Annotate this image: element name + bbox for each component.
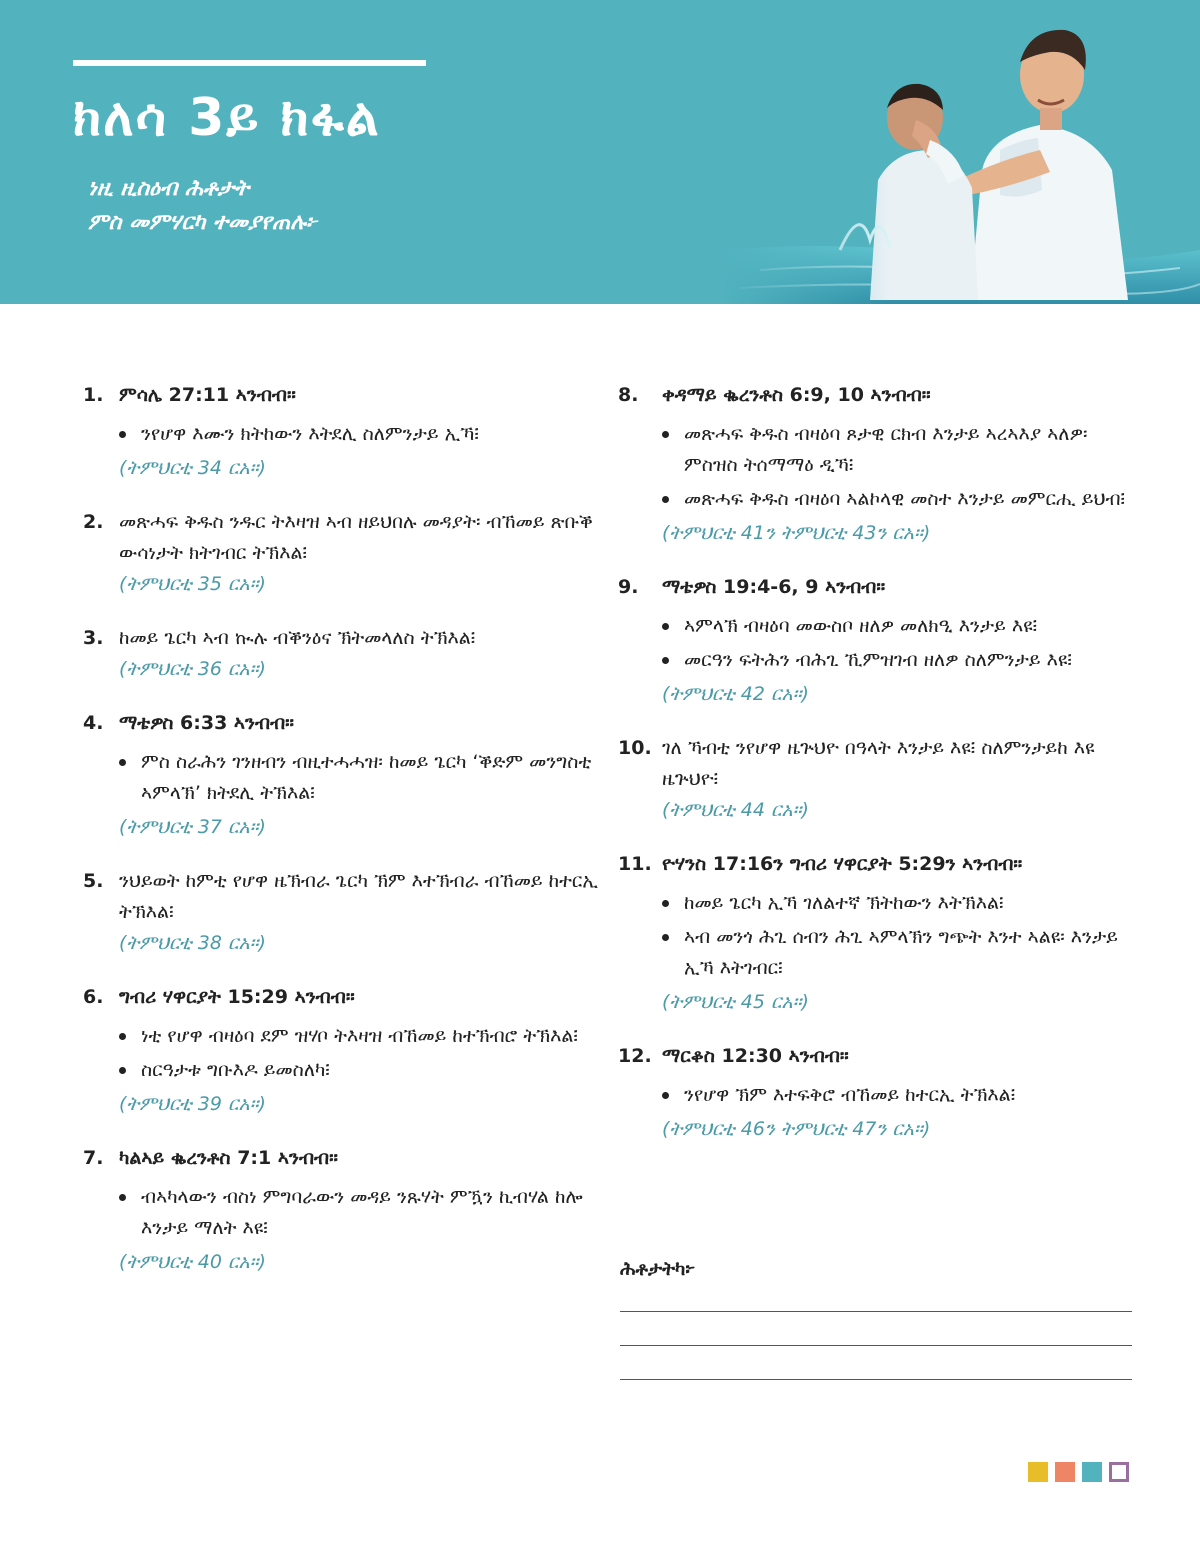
question-text: መጽሓፍ ቅዱስ ንዱር ትእዛዝ ኣብ ዘይህበሉ መዳያት፡ ብኸመይ ጽቡቕ ውሳነታት ክትገብር ትኽእል፧ <box>119 511 593 564</box>
question-number: 5. <box>83 870 104 892</box>
bullet-item: ንየሆዋ እሙን ክትከውን እትደሊ ስለምንታይ ኢኻ፧ <box>119 419 603 450</box>
header-rule <box>73 60 426 66</box>
question-item <box>618 733 1138 825</box>
question-number: 3. <box>83 627 104 649</box>
subtitle-line-1: ነዚ ዚስዕብ ሕቶታት <box>88 176 249 201</box>
question-item <box>83 708 603 842</box>
yellow-square <box>1028 1462 1048 1482</box>
subtitle <box>88 172 318 240</box>
question-item <box>618 380 1138 548</box>
bullet-item: ከመይ ጌርካ ኢኻ ገለልተኛ ኽትከውን እትኽእል፧ <box>662 888 1138 919</box>
subtitle-line-2: ምስ መምሃርካ ተመያየጠሉ፦ <box>88 210 318 235</box>
bullet-list <box>119 747 603 809</box>
question-text: ምሳሌ 27:11 ኣንብብ። <box>119 384 296 406</box>
question-item <box>618 1041 1138 1144</box>
bullet-list <box>119 1182 603 1244</box>
question-text: ካልኣይ ቈረንቶስ 7:1 ኣንብብ። <box>119 1147 338 1169</box>
question-text: ማርቆስ 12:30 ኣንብብ። <box>662 1045 849 1067</box>
baptism-illustration <box>720 0 1200 304</box>
bullet-item: ንየሆዋ ኽም እተፍቅሮ ብኸመይ ከተርኢ ትኽእል፧ <box>662 1080 1138 1111</box>
question-number: 1. <box>83 384 104 406</box>
lesson-reference: (ትምህርቲ 42 ርአ።) <box>662 683 809 705</box>
lesson-reference: (ትምህርቲ 37 ርአ።) <box>119 816 266 838</box>
bullet-list <box>662 1080 1138 1111</box>
question-item <box>83 982 603 1119</box>
question-item <box>618 849 1138 1017</box>
question-number: 6. <box>83 986 104 1008</box>
question-item <box>83 507 603 599</box>
question-item <box>83 866 603 958</box>
right-column <box>618 380 1138 1168</box>
bullet-item: ኣምላኽ ብዛዕባ መውስቦ ዘለዎ መለክዒ እንታይ እዩ፧ <box>662 611 1138 642</box>
lesson-reference: (ትምህርቲ 46ን ትምህርቲ 47ን ርአ።) <box>662 1118 931 1140</box>
lesson-reference: (ትምህርቲ 36 ርአ።) <box>119 658 266 680</box>
question-item <box>83 623 603 684</box>
bullet-item: ኣብ መንጎ ሕጊ ሰብን ሕጊ ኣምላኽን ግጭት እንተ ኣልዩ፡ እንታይ ኢኻ እትገብር፧ <box>662 922 1138 984</box>
question-item <box>618 572 1138 709</box>
question-number: 4. <box>83 712 104 734</box>
lesson-reference: (ትምህርቲ 41ን ትምህርቲ 43ን ርአ።) <box>662 522 931 544</box>
question-item <box>83 1143 603 1277</box>
bullet-list <box>119 1021 603 1086</box>
question-text: ማቴዎስ 6:33 ኣንብብ። <box>119 712 295 734</box>
question-number: 2. <box>83 511 104 533</box>
lesson-reference: (ትምህርቲ 44 ርአ።) <box>662 799 809 821</box>
lesson-reference: (ትምህርቲ 39 ርአ።) <box>119 1093 266 1115</box>
question-text: ቀዳማይ ቈረንቶስ 6:9, 10 ኣንብብ። <box>662 384 931 406</box>
color-squares <box>1028 1462 1129 1482</box>
lesson-reference: (ትምህርቲ 35 ርአ።) <box>119 573 266 595</box>
bullet-item: ብኣካላውን ብስነ ምግባራውን መዳይ ንጹሃት ምዃን ኪብሃል ከሎ እንታይ ማለት እዩ፧ <box>119 1182 603 1244</box>
bullet-list <box>662 888 1138 984</box>
purple-outline-square <box>1109 1462 1129 1482</box>
question-number: 10. <box>618 737 652 759</box>
bullet-item: ምስ ስራሕን ገንዘብን ብዚተሓሓዝ፡ ከመይ ጌርካ ‘ቕድም መንግስቲ ኣምላኽ’ ክትደሊ ትኽእል፧ <box>119 747 603 809</box>
bullet-item: ስርዓታቱ ግቡእዶ ይመስለካ፧ <box>119 1055 603 1086</box>
bullet-list <box>119 419 603 450</box>
question-text: ንህይወት ከምቲ የሆዋ ዜኽብራ ጌርካ ኽም እተኽብራ ብኸመይ ከተርኢ ትኽእል፧ <box>119 870 599 923</box>
bullet-item: መጽሓፍ ቅዱስ ብዛዕባ ጾታዊ ርክብ እንታይ ኣረኣእያ ኣለዎ፡ ምስዝስ ትሰማማዕ ዲኻ፧ <box>662 419 1138 481</box>
note-line[interactable] <box>620 1311 1132 1312</box>
question-number: 11. <box>618 853 652 875</box>
page-title: ክለሳ 3ይ ክፋል <box>73 88 381 148</box>
question-text: ገለ ኻብቲ ንየሆዋ ዜጕህዮ በዓላት እንታይ እዩ፧ ስለምንታይከ እዩ ዜጕህዮ፧ <box>662 737 1095 790</box>
lesson-reference: (ትምህርቲ 34 ርአ።) <box>119 457 266 479</box>
note-line[interactable] <box>620 1379 1132 1380</box>
lesson-reference: (ትምህርቲ 40 ርአ።) <box>119 1251 266 1273</box>
question-text: ግብሪ ሃዋርያት 15:29 ኣንብብ። <box>119 986 355 1008</box>
left-column <box>83 380 603 1301</box>
question-number: 7. <box>83 1147 104 1169</box>
orange-square <box>1055 1462 1075 1482</box>
question-number: 8. <box>618 384 639 406</box>
bullet-item: ነቲ የሆዋ ብዛዕባ ደም ዝሃቦ ትእዛዝ ብኸመይ ከተኽብሮ ትኽእል፧ <box>119 1021 603 1052</box>
question-text: ማቴዎስ 19:4-6, 9 ኣንብብ። <box>662 576 886 598</box>
question-text: ዮሃንስ 17:16ን ግብሪ ሃዋርያት 5:29ን ኣንብብ። <box>662 853 1023 875</box>
bullet-item: መርዓን ፍትሕን ብሕጊ ኺምዝገብ ዘለዎ ስለምንታይ እዩ፧ <box>662 645 1138 676</box>
bullet-list <box>662 419 1138 515</box>
header-banner <box>0 0 1200 304</box>
notes-label: ሕቶታትካ፦ <box>620 1258 696 1280</box>
bullet-list <box>662 611 1138 676</box>
question-item <box>83 380 603 483</box>
bullet-item: መጽሓፍ ቅዱስ ብዛዕባ ኣልኮላዊ መስተ እንታይ መምርሒ ይህብ፧ <box>662 484 1138 515</box>
lesson-reference: (ትምህርቲ 38 ርአ።) <box>119 932 266 954</box>
question-number: 9. <box>618 576 639 598</box>
teal-square <box>1082 1462 1102 1482</box>
question-number: 12. <box>618 1045 652 1067</box>
lesson-reference: (ትምህርቲ 45 ርአ።) <box>662 991 809 1013</box>
question-text: ከመይ ጌርካ ኣብ ኲሉ ብቕንዕና ኽትመላለስ ትኽእል፧ <box>119 627 476 649</box>
note-line[interactable] <box>620 1345 1132 1346</box>
